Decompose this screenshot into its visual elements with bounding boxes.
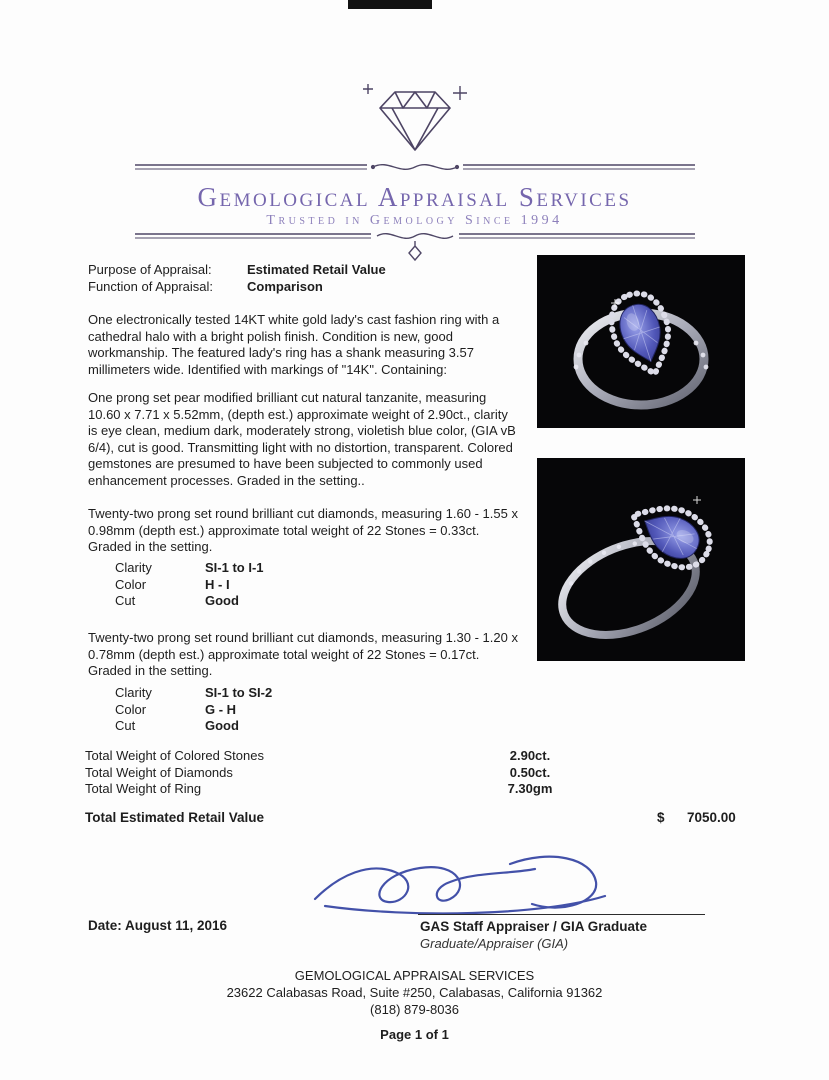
spec-label: Color [115,576,147,592]
tanzanite-description-paragraph: One prong set pear modified brilliant cut natural tanzanite, measuring 10.60 x 7.71 x 5.52mm, (depth est.) approximate weight of 2.90ct., clarity is eye clean, medium dark, moderately strong, violetish blue color, (GIA vB 6/4), cut is good. Transmitting light with no distortion, transparent. Colored gemstones are presumed to have been subjected to commonly used enhancement processes. Graded in the setting.. [88,390,516,488]
total-colored-stones-value: 2.90ct. [509,748,551,763]
spec-label: Clarity [115,685,152,700]
purpose-label: Purpose of Appraisal: [88,262,212,277]
ring-front-photo [537,255,745,428]
function-value: Comparison [247,278,323,294]
signer-title: GAS Staff Appraiser / GIA Graduate [420,919,648,934]
diamond-spec-table-1 [115,560,264,610]
handwritten-signature-icon [300,844,620,924]
spec-value: Good [205,718,239,733]
spec-value: G - H [205,701,237,717]
signer-subtitle: Graduate/Appraiser (GIA) [420,936,569,951]
total-diamonds-value: 0.50ct. [509,764,551,780]
diamonds-1-description-paragraph: Twenty-two prong set round brilliant cut diamonds, measuring 1.60 - 1.55 x 0.98mm (depth est.) approximate total weight of 22 Stones = 0.33ct. Graded in the setting. [88,506,518,554]
footer-phone: (818) 879-8036 [370,1002,459,1017]
scanner-artifact-bar [348,0,432,9]
appraisal-date: Date: August 11, 2016 [88,918,228,933]
spec-value: SI-1 to SI-2 [205,685,273,700]
total-colored-stones-label: Total Weight of Colored Stones [85,748,264,763]
spec-label: Color [115,701,147,717]
letterhead [0,80,829,268]
ring-description-paragraph: One electronically tested 14KT white gold lady's cast fashion ring with a cathedral halo with a bright polish finish. Condition is new, good workmanship. The featured lady's ring has a shank measuring 3.57 millimeters wide. Identified with markings of "14K". Containing: [88,312,500,377]
diamond-spec-table-2 [115,685,272,735]
brand-tagline: Trusted in Gemology Since 1994 [266,213,563,229]
spec-value: Good [205,593,239,608]
signature-line [418,914,705,915]
function-label: Function of Appraisal: [88,278,214,294]
diamonds-2-description-paragraph: Twenty-two prong set round brilliant cut diamonds, measuring 1.30 - 1.20 x 0.78mm (depth est.) approximate total weight of 22 Stones = 0.17ct. Graded in the setting. [88,630,518,678]
brand-name: Gemological Appraisal Services [197,182,632,212]
page-number: Page 1 of 1 [380,1027,449,1042]
retail-value-row [85,810,745,825]
retail-value-amount: 7050.00 [687,810,736,825]
total-diamonds-label: Total Weight of Diamonds [85,764,233,780]
retail-value-label: Total Estimated Retail Value [85,810,265,825]
footer-company: GEMOLOGICAL APPRAISAL SERVICES [294,968,535,983]
appraisal-purpose-block [88,262,386,295]
spec-label: Clarity [115,560,152,575]
spec-value: SI-1 to I-1 [205,560,264,575]
ring-side-photo [537,458,745,661]
spec-value: H - I [205,576,230,592]
currency-symbol: $ [657,810,665,825]
total-ring-weight-value: 7.30gm [507,781,553,796]
spec-label: Cut [115,718,136,733]
purpose-value: Estimated Retail Value [247,262,386,277]
total-ring-weight-label: Total Weight of Ring [85,781,202,796]
footer-address: 23622 Calabasas Road, Suite #250, Calabasas, California 91362 [226,985,603,1000]
ornament-rule-top-icon [135,159,695,180]
totals-block [85,748,745,798]
spec-label: Cut [115,593,136,608]
diamond-logo-icon [340,80,490,159]
